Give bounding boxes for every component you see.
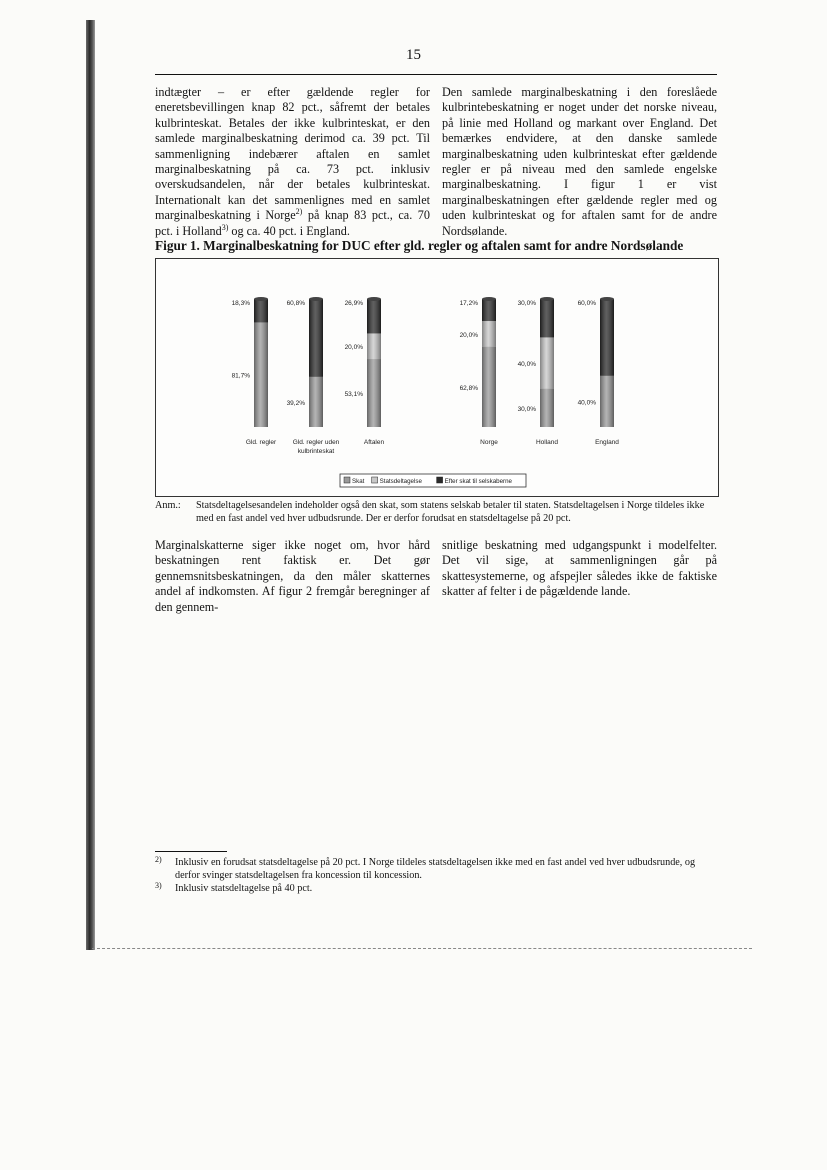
category-label: England: [595, 439, 619, 446]
left-top-text: indtægter – er efter gældende regler for eneretsbevillingen knap 82 pct., såfremt der betales kulbrinteskat. Betales der ikke kulbrinteskat, er den samlede marginalbeskatning derimod ca. 39 pct. Til sammenligning indebærer aftalen en samlet marginalbeskatning på ca. 73 pct. inklusiv overskudsandelen, når der betales kulbrinteskat. Internationalt kan det sammenlignes med en samlet marginalbeskatning i Norge: [155, 85, 430, 223]
data-label: 30,0%: [517, 405, 536, 413]
figure-title: Figur 1. Marginalbeskatning for DUC efter gld. regler og aftalen samt for andre Nordsølande: [155, 238, 684, 253]
data-label: 30,0%: [517, 300, 536, 307]
scan-binding-edge: [86, 20, 95, 950]
left-top-text-cont: på knap 83 pct., ca. 70 pct. i Holland: [155, 208, 430, 238]
bar-cap: [482, 297, 496, 301]
footnote-ref-3: 3): [221, 222, 229, 232]
left-column-top: [155, 85, 430, 239]
right-column-bottom: [442, 538, 717, 600]
bar-shading: [540, 299, 554, 337]
note-text: Statsdeltagelsesandelen indeholder også den skat, som statens selskab betaler til staten. Statsdeltagelsen i Norge tildeles ikke med en fast andel ved hver udbudsrunde. Der er derfor forudsat en statsdeltagelse på 20 pct.: [196, 500, 705, 524]
left-column-bottom: [155, 538, 430, 615]
data-label: 60,0%: [577, 300, 596, 307]
page-number: 15: [406, 47, 421, 63]
category-label: Aftalen: [363, 439, 385, 446]
footnote-3-mark: 3): [155, 881, 162, 890]
legend: [340, 474, 526, 487]
bar-shading: [254, 322, 268, 427]
header-rule: [155, 74, 717, 75]
footnote-rule: [155, 851, 227, 852]
note-label: Anm.:: [155, 500, 181, 511]
right-top-text: Den samlede marginalbeskatning i den foreslåede kulbrintebeskatning er noget under det norske niveau, på linie med Holland og markant over England. Det bemærkes endvidere, at den danske samlede marginalbeskatning uden kulbrinteskat efter gældende regler er på niveau med den samlede engelske marginalbeskatning. I figur 1 er vist marginalbeskatningen efter gældende regler med og uden kulbrinteskat og for aftalen samt for de andre Nordsølande.: [442, 85, 717, 238]
data-label: 39,2%: [286, 399, 305, 407]
left-bottom-text: Marginalskatterne siger ikke noget om, hvor hård beskatningen rent faktisk er. Det gør gennemsnitsbeskatningen, da den måler skatternes andel af indkomsten. Af figur 2 fremgår beregninger af den gennem-: [155, 538, 430, 614]
bars-layer: [254, 297, 614, 427]
bar-shading: [309, 299, 323, 377]
footnote-2-text: Inklusiv en forudsat statsdeltagelse på 20 pct. I Norge tildeles statsdeltagelsen ikke med en fast andel ved hver udbudsrunde, og derfor svinger statsdeltagelsen fra koncession til koncession.: [175, 857, 696, 881]
bar-shading: [600, 376, 614, 427]
bar-cap: [540, 297, 554, 301]
data-label: 60,8%: [286, 300, 305, 307]
right-column-top: [442, 85, 717, 239]
footnote-2-mark: 2): [155, 855, 162, 864]
bar-shading: [600, 299, 614, 376]
bar-cap: [309, 297, 323, 301]
bar-cap: [254, 297, 268, 301]
bar-shading: [309, 377, 323, 427]
legend-swatch: [344, 477, 350, 483]
data-label: 17,2%: [459, 300, 478, 307]
right-bottom-text: snitlige beskatning med udgangspunkt i modelfelter. Det vil sige, at sammenligningen går på skattesystemerne, og afspejler således ikke de faktiske skatter af felter i de pågældende lande.: [442, 538, 717, 599]
bar-shading: [482, 299, 496, 321]
bar-cap: [367, 297, 381, 301]
legend-label: Statsdeltagelse: [379, 478, 422, 485]
data-label: 40,0%: [577, 399, 596, 407]
data-label: 26,9%: [344, 300, 363, 307]
legend-label: Skat: [352, 478, 365, 485]
legend-swatch: [437, 477, 443, 483]
category-label: Holland: [535, 439, 559, 446]
bar-shading: [482, 347, 496, 427]
footnote-ref-2: 2): [295, 207, 303, 217]
data-label: 20,0%: [459, 331, 478, 339]
data-label: 40,0%: [517, 361, 536, 368]
legend-label: Efter skat til selskaberne: [444, 478, 513, 485]
category-label: Norge: [480, 439, 498, 446]
bar-shading: [367, 299, 381, 333]
data-label: 81,7%: [231, 372, 250, 380]
bar-cap: [600, 297, 614, 301]
data-label: 18,3%: [231, 300, 250, 307]
data-label: 20,0%: [344, 344, 363, 352]
data-label: 53,1%: [344, 391, 363, 399]
category-labels-layer: [246, 439, 619, 455]
left-top-text-end: og ca. 40 pct. i England.: [228, 223, 350, 238]
scan-bottom-edge: [92, 948, 752, 949]
chart-svg: [156, 259, 718, 496]
footnote-3-text: Inklusiv statsdeltagelse på 40 pct.: [175, 883, 313, 894]
bar-shading: [254, 299, 268, 322]
data-label: 62,8%: [459, 384, 478, 392]
category-label: Gld. regler uden: [292, 439, 340, 446]
bar-shading: [540, 337, 554, 388]
bar-shading: [367, 359, 381, 427]
category-label: kulbrinteskat: [297, 448, 335, 455]
bar-shading: [482, 321, 496, 347]
category-label: Gld. regler: [245, 439, 277, 446]
legend-swatch: [372, 477, 378, 483]
bar-shading: [540, 389, 554, 427]
bar-shading: [367, 333, 381, 359]
figure-1-chart: [155, 258, 719, 497]
